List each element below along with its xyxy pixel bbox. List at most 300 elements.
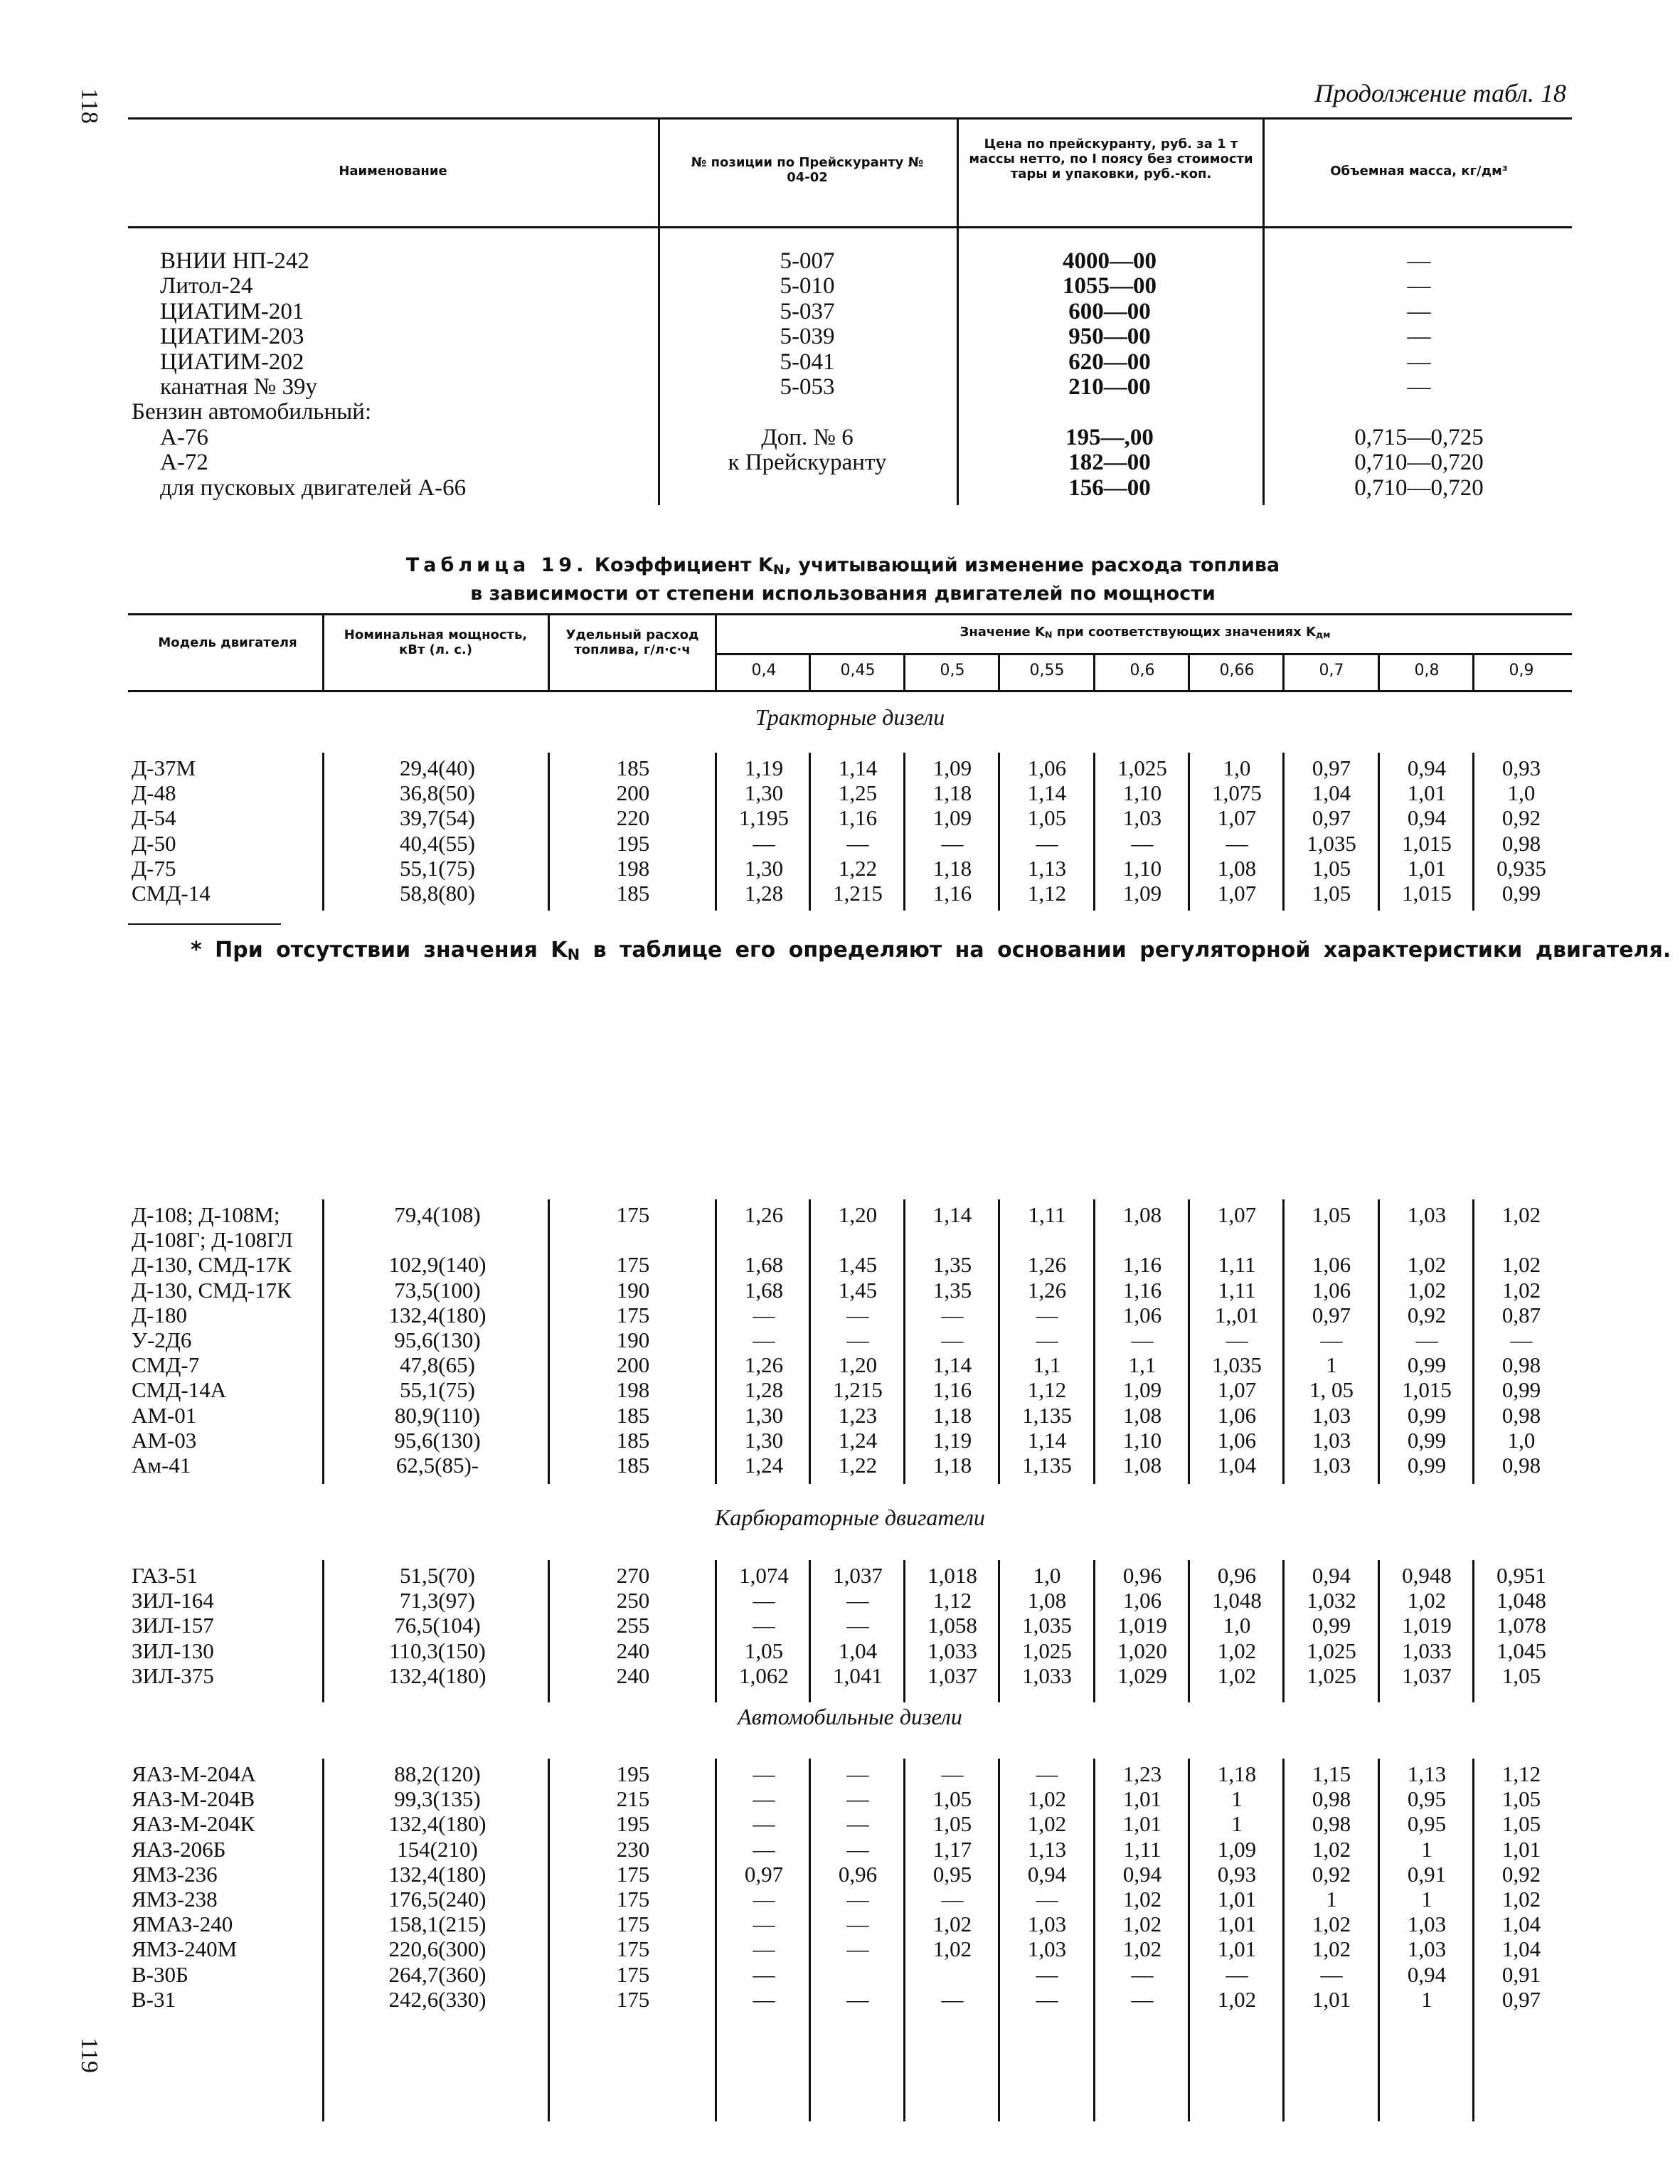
k-value-cell: 1,23: [1122, 1761, 1162, 1786]
k-value-cell: 1,05: [1312, 1202, 1351, 1227]
k-value-cell: 1,041: [833, 1663, 883, 1688]
consumption-cell: 270: [616, 1563, 650, 1588]
k-value-cell: 0,95: [1407, 1786, 1447, 1812]
k-value-cell: 1,30: [744, 1402, 784, 1428]
column-divider: [322, 1759, 324, 2121]
k-value-cell: —: [753, 1327, 775, 1352]
k-value-cell: 1,25: [838, 780, 878, 806]
k-value-cell: 1,0: [1033, 1563, 1061, 1588]
column-divider: [548, 1560, 550, 1702]
k-value-cell: 1,02: [932, 1912, 972, 1937]
k-value-cell: 1,16: [932, 880, 972, 906]
k-value-cell: 1: [1421, 1986, 1432, 2012]
k-value-cell: 1,18: [932, 855, 972, 881]
k-value-cell: —: [753, 1811, 775, 1837]
model-cell: СМД-14А: [132, 1377, 227, 1403]
k-value-cell: —: [941, 1302, 964, 1327]
k-value-cell: 1,20: [838, 1202, 878, 1227]
table18-header-rule: [128, 226, 1572, 228]
table18-price-cell: 4000—00: [1063, 248, 1157, 274]
k-value-cell: 0,98: [1312, 1811, 1351, 1837]
table18-position-cell: 5-007: [780, 248, 835, 274]
k-value-cell: 1,01: [1122, 1811, 1162, 1837]
k-value-cell: 1,019: [1402, 1613, 1452, 1638]
table19-header-kn-group: [718, 625, 1572, 642]
column-divider: [1282, 1759, 1285, 2121]
k-value-cell: 1,03: [1407, 1936, 1447, 1962]
k-value-cell: 1,24: [838, 1427, 878, 1453]
section-automobile-diesels: Автомобильные дизели: [738, 1704, 962, 1729]
k-value-cell: 1,1: [1033, 1352, 1061, 1378]
k-value-cell: 1,22: [838, 855, 878, 881]
k-value-cell: 1,09: [1122, 1377, 1162, 1403]
k-value-cell: 1,037: [1402, 1663, 1452, 1688]
k-value-cell: 1,28: [744, 880, 784, 906]
k-value-cell: —: [1036, 1761, 1058, 1786]
k-value-cell: [905, 1962, 999, 1987]
k-value-cell: 1,17: [932, 1836, 972, 1862]
power-cell: 39,7(54): [400, 805, 475, 831]
table18-position-cell: 5-037: [780, 298, 835, 324]
k-value-cell: —: [753, 1588, 775, 1613]
table18-position-cell: 5-039: [780, 324, 835, 350]
k-value-cell: 1: [1326, 1886, 1337, 1912]
part4-consumption-column: [562, 1761, 704, 2012]
k-value-cell: 1,,01: [1215, 1302, 1259, 1327]
power-cell: 132,4(180): [388, 1811, 487, 1837]
table18-position-cell: [665, 476, 950, 501]
k-value-cell: 0,948: [1402, 1563, 1452, 1588]
k-value-cell: 1,037: [833, 1563, 883, 1588]
k-value-cell: 0,92: [1501, 805, 1541, 831]
part3-k-column-6: [1285, 1563, 1378, 1688]
k-value-cell: 1,02: [1122, 1912, 1162, 1937]
part4-k-column-2: [905, 1761, 999, 2012]
model-cell: ЗИЛ-164: [132, 1588, 214, 1613]
k-value-cell: 1,19: [744, 756, 784, 780]
power-cell: 95,6(130): [394, 1427, 481, 1453]
power-cell: 51,5(70): [400, 1563, 475, 1588]
part3-k-column-0: [717, 1563, 811, 1688]
column-divider: [548, 753, 550, 911]
power-cell: 40,4(55): [400, 830, 475, 856]
k-value-cell: 0,97: [1312, 805, 1351, 831]
k-value-cell: 1,14: [1027, 1427, 1067, 1453]
k-value-cell: 1,12: [1501, 1761, 1541, 1786]
consumption-cell: 190: [616, 1277, 650, 1303]
k-value-cell: 1,35: [932, 1252, 972, 1278]
k-value-cell: 1,18: [932, 780, 972, 806]
table18-price-cell: 950—00: [1068, 324, 1151, 350]
column-divider: [809, 1759, 811, 2121]
table18-header-price: Цена по прейскуранту, руб. за 1 т массы нетто, по I поясу без стоимости тары и упаковки, руб.-коп.: [969, 137, 1253, 181]
table19-title: [128, 553, 1558, 606]
column-divider: [1378, 1199, 1380, 1484]
k-value-cell: 0,99: [1407, 1402, 1447, 1428]
k-value-cell: [811, 1227, 905, 1252]
k-value-cell: 1,05: [932, 1811, 972, 1837]
table18-price-cell: 182—00: [1068, 450, 1151, 476]
k-value-cell: 0,94: [1122, 1861, 1162, 1887]
k-value-cell: 1,07: [1217, 805, 1257, 831]
table18-name-cell: канатная № 39у: [160, 373, 318, 400]
k-value-cell: 0,91: [1501, 1961, 1541, 1987]
kdm-value-1: 0,45: [840, 662, 876, 679]
k-value-cell: 1,09: [1122, 880, 1162, 906]
model-cell: ЗИЛ-375: [132, 1663, 214, 1688]
k-value-cell: 1,06: [1027, 756, 1067, 780]
k-value-cell: —: [1036, 1886, 1058, 1912]
consumption-cell: 195: [616, 830, 650, 856]
column-divider: [1378, 1759, 1380, 2121]
k-value-cell: 1,08: [1122, 1202, 1162, 1227]
part3-k-column-8: [1474, 1563, 1568, 1688]
k-value-cell: 1,03: [1312, 1402, 1351, 1428]
k-value-cell: 1,01: [1407, 855, 1447, 881]
power-cell: 80,9(110): [394, 1402, 481, 1428]
k-value-cell: 1,01: [1407, 780, 1447, 806]
column-divider: [1188, 1560, 1190, 1702]
k-value-cell: 0,95: [932, 1861, 972, 1887]
table18-position-cell: 5-053: [780, 373, 835, 400]
k-value-cell: 1,07: [1217, 1377, 1257, 1403]
k-value-cell: 1,0: [1223, 756, 1251, 780]
model-cell: Д-108; Д-108М;: [132, 1202, 280, 1227]
part3-power-column: [334, 1563, 541, 1688]
k-value-cell: —: [846, 1613, 869, 1638]
k-value-cell: 1,1: [1128, 1352, 1157, 1378]
part4-models-column: [132, 1761, 324, 2012]
column-divider: [1282, 1199, 1285, 1484]
table18-name-cell: А-76: [160, 424, 208, 450]
footnote-rule: [128, 923, 281, 925]
kdm-value-0: 0,4: [751, 662, 777, 679]
consumption-cell: 175: [616, 1886, 650, 1912]
k-value-cell: 1, 05: [1309, 1377, 1354, 1403]
k-value-cell: 1,02: [1501, 1886, 1541, 1912]
model-cell: ЯМЗ-236: [132, 1861, 218, 1887]
consumption-cell: 220: [616, 805, 650, 831]
consumption-cell: 175: [616, 1961, 650, 1987]
table18-price-cell: 156—00: [1068, 475, 1151, 501]
k-value-cell: 1,045: [1496, 1638, 1546, 1663]
k-value-cell: 1,215: [833, 880, 883, 906]
power-cell: 158,1(215): [388, 1912, 487, 1937]
k-value-cell: 1,09: [932, 756, 972, 780]
k-value-cell: —: [1320, 1327, 1343, 1352]
table18-header-position: № позиции по Прейскуранту № 04-02: [691, 155, 924, 185]
table19-title-prefix: Таблица 19.: [405, 554, 588, 576]
table18-density-cell: —: [1407, 324, 1431, 350]
k-value-cell: 1,015: [1402, 830, 1452, 856]
column-divider: [322, 1199, 324, 1484]
power-cell: 110,3(150): [389, 1638, 486, 1663]
column-divider: [715, 1759, 717, 2121]
k-value-cell: 1,26: [1027, 1252, 1067, 1278]
k-value-cell: 1,08: [1122, 1402, 1162, 1428]
consumption-cell: 185: [616, 1402, 650, 1428]
power-cell: 220,6(300): [388, 1936, 487, 1962]
k-value-cell: 1,048: [1496, 1588, 1546, 1613]
kdm-sub: дм: [1316, 629, 1331, 640]
part1-k-column-4: [1095, 756, 1189, 906]
k-value-cell: 1,0: [1507, 1427, 1536, 1453]
k-value-cell: 0,99: [1501, 1377, 1541, 1403]
table18-top-rule: [128, 117, 1572, 120]
table18-position-cell: Доп. № 6: [761, 424, 854, 450]
k-value-cell: 1,03: [1407, 1912, 1447, 1937]
table18-price-cell: 195—,00: [1065, 424, 1154, 450]
k-value-cell: —: [846, 1936, 869, 1962]
model-cell: АМ-03: [132, 1427, 197, 1453]
model-cell: ЯАЗ-М-204В: [132, 1786, 255, 1812]
k-value-cell: —: [941, 1761, 964, 1786]
table19-header-divider: [715, 613, 717, 691]
k-value-cell: 0,92: [1312, 1861, 1351, 1887]
power-cell: 58,8(80): [400, 880, 475, 906]
k-value-cell: —: [846, 1886, 869, 1912]
kdm-divider: [1188, 653, 1190, 691]
k-value-cell: 0,95: [1407, 1811, 1447, 1837]
part4-k-column-0: [717, 1761, 811, 2012]
table18-price-cell: 210—00: [1068, 373, 1151, 400]
consumption-cell: 215: [616, 1786, 650, 1812]
table18-price-cell: 1055—00: [1063, 273, 1157, 299]
model-cell: ЯМАЗ-240: [132, 1912, 233, 1937]
k-value-cell: 1,06: [1122, 1302, 1162, 1327]
part1-k-column-5: [1190, 756, 1284, 906]
k-value-cell: 1,14: [932, 1352, 972, 1378]
part3-k-column-5: [1190, 1563, 1284, 1688]
k-value-cell: —: [941, 1886, 964, 1912]
k-value-cell: 1,02: [1217, 1663, 1257, 1688]
model-cell: Д-180: [132, 1302, 187, 1327]
table18-header-density: Объемная масса, кг/дм³: [1330, 164, 1508, 179]
k-value-cell: 1,195: [739, 805, 789, 831]
model-cell: ЯАЗ-206Б: [132, 1836, 226, 1862]
k-value-cell: 0,93: [1501, 756, 1541, 780]
column-divider: [548, 1759, 550, 2121]
part4-k-column-5: [1190, 1761, 1284, 2012]
table18-position-cell: 5-010: [780, 273, 835, 299]
k-value-cell: 0,951: [1496, 1563, 1546, 1588]
model-cell: СМД-14: [132, 880, 211, 906]
column-divider: [1093, 1199, 1095, 1484]
k-value-cell: 0,99: [1407, 1352, 1447, 1378]
kn-group-label-rest: при соответствующих значениях K: [1052, 625, 1316, 640]
column-divider: [1093, 753, 1095, 911]
consumption-cell: 175: [616, 1861, 650, 1887]
column-divider: [322, 1560, 324, 1702]
k-value-cell: 1,01: [1217, 1912, 1257, 1937]
consumption-cell: 175: [616, 1986, 650, 2012]
part1-models-column: [132, 756, 324, 906]
k-value-cell: 1,45: [838, 1277, 878, 1303]
k-value-cell: 1,020: [1117, 1638, 1167, 1663]
consumption-cell: 230: [616, 1836, 650, 1862]
kdm-value-2: 0,5: [940, 662, 965, 679]
table19-title-sub: N: [772, 561, 785, 578]
footnote-sub: N: [567, 946, 580, 964]
k-value-cell: 1,05: [744, 1638, 784, 1663]
column-divider: [322, 753, 324, 911]
k-value-cell: —: [846, 1912, 869, 1937]
k-value-cell: —: [846, 1327, 869, 1352]
k-value-cell: 1,018: [927, 1563, 977, 1588]
k-value-cell: 0,96: [1217, 1563, 1257, 1588]
part1-k-column-1: [811, 756, 905, 906]
part3-k-column-3: [1000, 1563, 1094, 1688]
k-value-cell: 1,05: [1027, 805, 1067, 831]
table18-densities-column: [1270, 249, 1568, 501]
consumption-cell: 175: [616, 1202, 650, 1227]
part1-consumption-column: [562, 756, 704, 906]
part2-k-column-3: [1000, 1202, 1094, 1478]
k-value-cell: 1,07: [1217, 1202, 1257, 1227]
k-value-cell: 0,935: [1496, 855, 1546, 881]
k-value-cell: 1,01: [1217, 1886, 1257, 1912]
k-value-cell: 1,23: [838, 1402, 878, 1428]
model-cell: У-2Д6: [132, 1327, 192, 1352]
kdm-divider: [1282, 653, 1285, 691]
part2-k-column-6: [1285, 1202, 1378, 1478]
k-value-cell: 1,062: [739, 1663, 789, 1688]
k-value-cell: —: [1415, 1327, 1438, 1352]
k-value-cell: 1,08: [1027, 1588, 1067, 1613]
table18-col-divider: [658, 117, 660, 505]
part3-consumption-column: [562, 1563, 704, 1688]
k-value-cell: 0,99: [1501, 880, 1541, 906]
k-value-cell: 1: [1421, 1886, 1432, 1912]
k-value-cell: [1190, 1227, 1284, 1252]
k-value-cell: 1,16: [1122, 1252, 1162, 1278]
k-value-cell: 1,033: [927, 1638, 977, 1663]
k-value-cell: 1,01: [1122, 1786, 1162, 1812]
k-value-cell: 1,13: [1027, 855, 1067, 881]
model-cell: Д-108Г; Д-108ГЛ: [132, 1227, 293, 1253]
k-value-cell: —: [753, 1986, 775, 2012]
k-value-cell: 1,28: [744, 1377, 784, 1403]
column-divider: [903, 1560, 905, 1702]
part1-power-column: [334, 756, 541, 906]
table18-positions-column: [665, 249, 950, 501]
k-value-cell: 1,078: [1496, 1613, 1546, 1638]
k-value-cell: 1,074: [739, 1563, 789, 1588]
k-value-cell: 1,02: [1407, 1277, 1447, 1303]
table18-position-cell: к Прейскуранту: [728, 450, 887, 476]
k-value-cell: 1,26: [1027, 1277, 1067, 1303]
table18-name-cell: ВНИИ НП-242: [160, 248, 309, 274]
k-value-cell: 1,03: [1312, 1452, 1351, 1478]
part3-k-column-1: [811, 1563, 905, 1688]
column-divider: [1378, 1560, 1380, 1702]
part2-k-column-0: [717, 1202, 811, 1478]
power-cell: 132,4(180): [388, 1302, 487, 1327]
k-value-cell: —: [753, 1302, 775, 1327]
part4-power-column: [334, 1761, 541, 2012]
power-cell: 102,9(140): [388, 1252, 487, 1278]
column-divider: [1188, 1199, 1190, 1484]
power-cell: 264,7(360): [388, 1961, 487, 1987]
k-value-cell: 1,30: [744, 1427, 784, 1453]
table18-prices-column: [964, 249, 1255, 501]
table18-price-cell: [964, 400, 1255, 425]
k-value-cell: 1,14: [1027, 780, 1067, 806]
k-value-cell: 0,97: [1312, 756, 1351, 780]
k-value-cell: 1,11: [1218, 1252, 1256, 1278]
table19-kn-subheader-rule: [715, 653, 1572, 655]
consumption-cell: 190: [616, 1327, 650, 1352]
model-cell: ЯМЗ-238: [132, 1886, 218, 1912]
k-value-cell: 1,30: [744, 855, 784, 881]
k-value-cell: 1,04: [1217, 1452, 1257, 1478]
k-value-cell: 1,02: [1027, 1811, 1067, 1837]
k-value-cell: —: [846, 830, 869, 856]
k-value-cell: [1095, 1227, 1189, 1252]
k-value-cell: [1285, 1227, 1378, 1252]
k-value-cell: 1,35: [932, 1277, 972, 1303]
k-value-cell: 1,015: [1402, 1377, 1452, 1403]
part1-k-column-6: [1285, 756, 1378, 906]
kdm-divider: [1472, 653, 1474, 691]
k-value-cell: 1,06: [1217, 1427, 1257, 1453]
table18-density-cell: —: [1407, 373, 1431, 400]
consumption-cell: 200: [616, 780, 650, 806]
consumption-cell: 175: [616, 1302, 650, 1327]
k-value-cell: 0,93: [1217, 1861, 1257, 1887]
k-value-cell: 1,08: [1122, 1452, 1162, 1478]
table18-position-cell: 5-041: [780, 349, 835, 375]
k-value-cell: 1,11: [1028, 1202, 1066, 1227]
k-value-cell: 1,02: [1027, 1786, 1067, 1812]
k-value-cell: 1,033: [1402, 1638, 1452, 1663]
k-value-cell: —: [1131, 1327, 1154, 1352]
consumption-cell: 185: [616, 756, 650, 780]
consumption-cell: 240: [616, 1663, 650, 1688]
table19-title-line1: Коэффициент K: [594, 554, 773, 576]
consumption-cell: 175: [616, 1936, 650, 1962]
k-value-cell: 1,24: [744, 1452, 784, 1478]
part2-k-column-7: [1380, 1202, 1474, 1478]
k-value-cell: 1,048: [1212, 1588, 1262, 1613]
part3-k-column-2: [905, 1563, 999, 1688]
section-carburetor-engines: Карбюраторные двигатели: [715, 1505, 985, 1530]
column-divider: [1472, 1199, 1474, 1484]
k-value-cell: 1,019: [1117, 1613, 1167, 1638]
column-divider: [1282, 753, 1285, 911]
k-value-cell: 1,12: [932, 1588, 972, 1613]
k-value-cell: 1,13: [1027, 1836, 1067, 1862]
power-cell: 95,6(130): [394, 1327, 481, 1352]
part4-k-column-8: [1474, 1761, 1568, 2012]
k-value-cell: 0,98: [1501, 1452, 1541, 1478]
table19-header-model: Модель двигателя: [158, 635, 297, 650]
k-value-cell: 1,05: [932, 1786, 972, 1812]
model-cell: ЯАЗ-М-204А: [132, 1761, 256, 1786]
k-value-cell: 1,0: [1223, 1613, 1251, 1638]
table18-col-divider: [1262, 117, 1265, 505]
table18-density-cell: 0,715—0,725: [1354, 424, 1484, 450]
column-divider: [903, 1199, 905, 1484]
consumption-cell: 250: [616, 1588, 650, 1613]
k-value-cell: —: [846, 1811, 869, 1837]
footnote-text: * При отсутствии значения K: [191, 938, 568, 963]
k-value-cell: 1,033: [1022, 1663, 1072, 1688]
k-value-cell: —: [846, 1836, 869, 1862]
k-value-cell: 0,94: [1027, 1861, 1067, 1887]
k-value-cell: 1,035: [1307, 830, 1356, 856]
model-cell: Д-130, СМД-17К: [132, 1252, 292, 1278]
